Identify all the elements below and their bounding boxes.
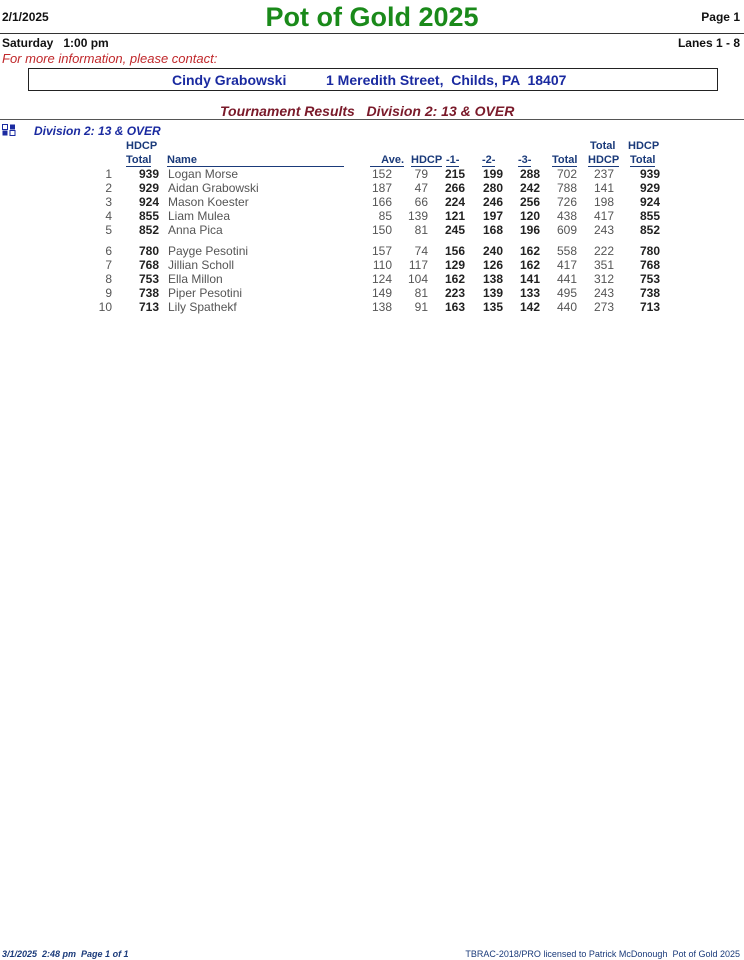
col-total-top: Total: [590, 140, 616, 152]
row-game-3: 242: [519, 181, 540, 195]
row-hdcp: 117: [408, 258, 428, 272]
row-total: 788: [556, 181, 577, 195]
row-game-3: 162: [519, 244, 540, 258]
report-date: 2/1/2025: [2, 10, 49, 24]
row-hdcp: 81: [414, 223, 428, 237]
row-hdcp: 66: [414, 195, 428, 209]
row-game-2: 240: [482, 244, 503, 258]
col-total-hdcp: HDCP: [588, 154, 620, 166]
row-hdcp-total: 780: [138, 244, 159, 258]
col-hdcp-top: HDCP: [126, 140, 158, 152]
row-game-3: 133: [519, 286, 540, 300]
row-game-2: 168: [482, 223, 503, 237]
row-game-1: 129: [444, 258, 465, 272]
col-total: Total: [552, 154, 578, 166]
row-final-total: 929: [639, 181, 660, 195]
row-average: 157: [371, 244, 392, 258]
row-total: 609: [556, 223, 577, 237]
row-hdcp: 104: [407, 272, 428, 286]
row-game-2: 139: [482, 286, 503, 300]
row-hdcp: 139: [407, 209, 428, 223]
col-game-3: -3-: [518, 154, 532, 166]
row-game-2: 126: [482, 258, 503, 272]
row-total: 441: [556, 272, 577, 286]
row-final-total: 780: [639, 244, 660, 258]
row-average: 149: [371, 286, 392, 300]
row-place: 9: [105, 286, 112, 300]
row-hdcp-total: 768: [138, 258, 159, 272]
col-hdcp-top-2: HDCP: [628, 140, 660, 152]
row-total-hdcp: 312: [593, 272, 614, 286]
contact-address: 1 Meredith Street, Childs, PA 18407: [326, 72, 567, 88]
row-name: Liam Mulea: [168, 209, 231, 223]
row-place: 3: [105, 195, 112, 209]
row-final-total: 852: [639, 223, 660, 237]
row-average: 85: [378, 209, 392, 223]
row-total: 558: [556, 244, 577, 258]
row-game-1: 223: [444, 286, 465, 300]
results-title: Tournament Results Division 2: 13 & OVER: [220, 103, 515, 119]
row-final-total: 924: [639, 195, 660, 209]
row-place: 5: [105, 223, 112, 237]
row-total-hdcp: 351: [593, 258, 614, 272]
division-icon: [2, 123, 16, 135]
col-hdcp-total: Total: [126, 154, 152, 166]
row-total-hdcp: 222: [593, 244, 614, 258]
division-label: Division 2: 13 & OVER: [34, 124, 161, 138]
row-game-2: 138: [482, 272, 503, 286]
row-name: Aidan Grabowski: [168, 181, 259, 195]
row-final-total: 713: [639, 300, 660, 314]
row-name: Piper Pesotini: [168, 286, 243, 300]
row-game-1: 215: [444, 167, 465, 181]
page-number: Page 1: [701, 10, 740, 24]
row-name: Ella Millon: [168, 272, 223, 286]
row-game-3: 120: [519, 209, 540, 223]
row-place: 1: [105, 167, 112, 181]
row-game-2: 197: [482, 209, 503, 223]
col-ave: Ave.: [370, 154, 404, 167]
row-total-hdcp: 243: [593, 223, 614, 237]
row-final-total: 855: [639, 209, 660, 223]
row-game-3: 141: [519, 272, 540, 286]
row-total-hdcp: 198: [593, 195, 614, 209]
row-name: Anna Pica: [168, 223, 223, 237]
row-game-1: 163: [444, 300, 465, 314]
row-hdcp: 81: [414, 286, 428, 300]
col-game-1: -1-: [446, 154, 460, 166]
row-final-total: 768: [639, 258, 660, 272]
row-hdcp-total: 753: [138, 272, 159, 286]
row-hdcp: 79: [414, 167, 428, 181]
row-game-1: 162: [444, 272, 465, 286]
row-game-1: 245: [444, 223, 465, 237]
row-place: 7: [105, 258, 112, 272]
row-game-1: 224: [444, 195, 465, 209]
row-total: 495: [556, 286, 577, 300]
row-total-hdcp: 243: [593, 286, 614, 300]
row-hdcp-total: 939: [138, 167, 159, 181]
row-total-hdcp: 417: [593, 209, 614, 223]
row-game-3: 288: [519, 167, 540, 181]
lanes-info: Lanes 1 - 8: [677, 36, 740, 50]
row-total: 702: [556, 167, 577, 181]
row-name: Jillian Scholl: [168, 258, 235, 272]
row-average: 124: [371, 272, 392, 286]
row-game-3: 256: [519, 195, 540, 209]
row-name: Lily Spathekf: [168, 300, 237, 314]
row-game-1: 266: [444, 181, 465, 195]
col-final-total: Total: [630, 154, 656, 166]
row-total-hdcp: 141: [593, 181, 614, 195]
row-hdcp: 74: [414, 244, 428, 258]
row-game-2: 199: [482, 167, 503, 181]
row-total: 726: [556, 195, 577, 209]
contact-name: Cindy Grabowski: [172, 72, 287, 88]
row-total-hdcp: 273: [593, 300, 614, 314]
footer-printed: 3/1/2025 2:48 pm Page 1 of 1: [2, 949, 129, 959]
row-game-1: 121: [444, 209, 465, 223]
row-place: 8: [105, 272, 112, 286]
row-total: 417: [556, 258, 577, 272]
row-hdcp-total: 738: [138, 286, 159, 300]
row-name: Logan Morse: [168, 167, 239, 181]
row-game-1: 156: [444, 244, 465, 258]
footer-license: TBRAC-2018/PRO licensed to Patrick McDonough Pot of Gold 2025: [465, 949, 740, 959]
col-game-2: -2-: [482, 154, 496, 166]
row-hdcp-total: 713: [138, 300, 159, 314]
row-average: 152: [371, 167, 392, 181]
col-hdcp: HDCP: [411, 154, 443, 166]
row-average: 187: [371, 181, 392, 195]
row-average: 138: [371, 300, 392, 314]
more-info-text: For more information, please contact:: [2, 51, 218, 66]
row-hdcp: 91: [414, 300, 428, 314]
row-hdcp-total: 855: [138, 209, 159, 223]
row-place: 2: [105, 181, 112, 195]
row-final-total: 939: [639, 167, 660, 181]
row-final-total: 753: [639, 272, 660, 286]
row-name: Mason Koester: [168, 195, 249, 209]
row-average: 150: [371, 223, 392, 237]
row-place: 10: [98, 300, 112, 314]
row-game-2: 246: [482, 195, 503, 209]
row-total: 440: [556, 300, 577, 314]
row-place: 6: [105, 244, 112, 258]
row-final-total: 738: [639, 286, 660, 300]
day-time: Saturday 1:00 pm: [2, 36, 109, 50]
row-name: Payge Pesotini: [168, 244, 249, 258]
row-game-2: 135: [482, 300, 503, 314]
row-total-hdcp: 237: [593, 167, 614, 181]
row-hdcp-total: 924: [138, 195, 159, 209]
row-average: 110: [372, 258, 392, 272]
report-title: Pot of Gold 2025: [265, 2, 479, 32]
row-game-2: 280: [482, 181, 503, 195]
row-hdcp-total: 929: [138, 181, 159, 195]
row-hdcp: 47: [414, 181, 428, 195]
col-name: Name: [167, 154, 344, 167]
row-hdcp-total: 852: [138, 223, 159, 237]
row-game-3: 142: [519, 300, 540, 314]
row-place: 4: [105, 209, 112, 223]
row-game-3: 162: [519, 258, 540, 272]
row-game-3: 196: [519, 223, 540, 237]
header-divider: [0, 33, 744, 34]
row-average: 166: [371, 195, 392, 209]
row-total: 438: [556, 209, 577, 223]
results-divider: [0, 119, 744, 120]
